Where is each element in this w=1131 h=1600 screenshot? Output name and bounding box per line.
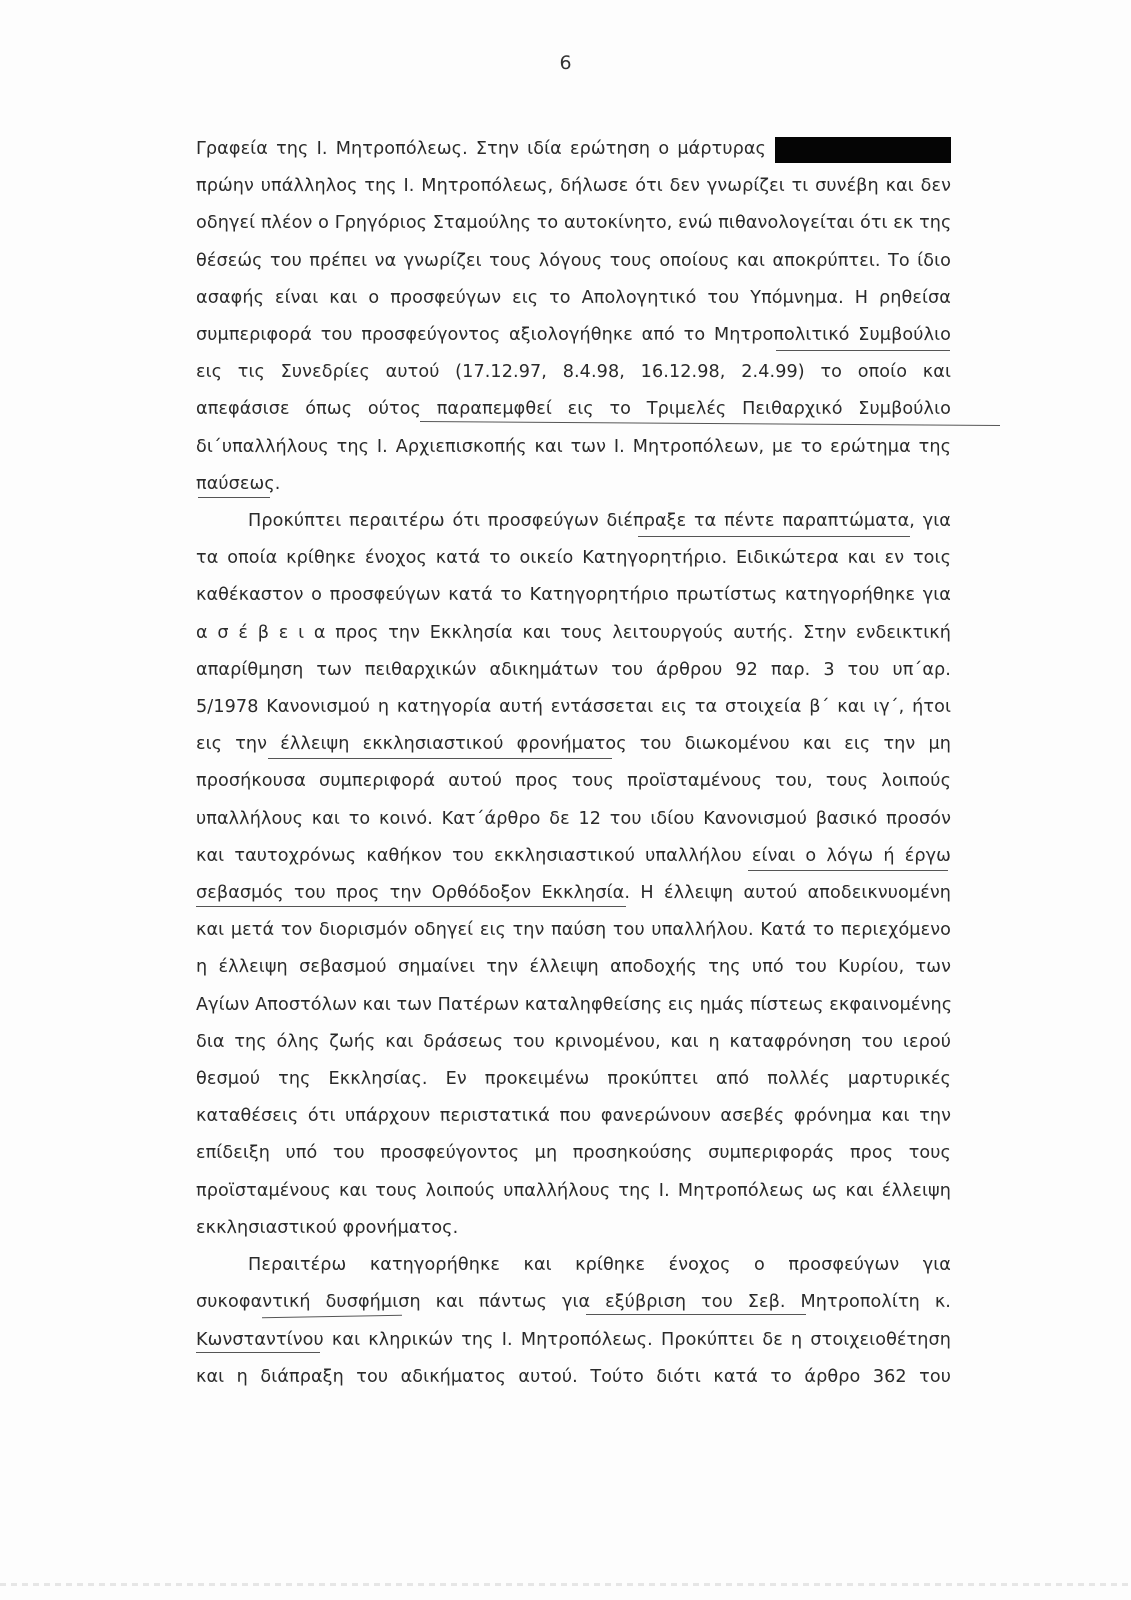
text-line: συμπεριφορά του προσφεύγοντος αξιολογήθηκε από το Μητροπολιτικό Συμβούλιο [196, 325, 951, 346]
text-line: και μετά τον διορισμόν οδηγεί εις την παύση του υπαλλήλου. Κατά το περιεχόμενο [196, 920, 951, 941]
text-line-content: Γραφεία της Ι. Μητροπόλεως. Στην ιδία ερώτηση ο μάρτυρας [196, 139, 766, 159]
text-line: Προκύπτει περαιτέρω ότι προσφεύγων διέπραξε τα πέντε παραπτώματα, για [248, 511, 951, 532]
text-line: ασαφής είναι και ο προσφεύγων εις το Απολογητικό του Υπόμνημα. Η ρηθείσα [196, 287, 951, 308]
text-line: και η διάπραξη του αδικήματος αυτού. Τούτο διότι κατά το άρθρο 362 του [196, 1366, 951, 1387]
text-line: 5/1978 Κανονισμού η κατηγορία αυτή εντάσσεται εις τα στοιχεία β΄ και ιγ΄, ήτοι [196, 697, 951, 718]
text-line: σεβασμός του προς την Ορθόδοξον Εκκλησία. Η έλλειψη αυτού αποδεικνυομένη [196, 883, 951, 904]
text-line: παύσεως. [196, 473, 281, 494]
text-line: εις τις Συνεδρίες αυτού (17.12.97, 8.4.98, 16.12.98, 2.4.99) το οποίο και [196, 362, 951, 383]
text-line: και ταυτοχρόνως καθήκον του εκκλησιαστικού υπαλλήλου είναι ο λόγω ή έργω [196, 845, 951, 866]
pen-underline [196, 1352, 320, 1353]
text-line: α σ έ β ε ι α προς την Εκκλησία και τους λειτουργούς αυτής. Στην ενδεικτική [196, 622, 951, 643]
pen-underline [268, 758, 612, 759]
text-line: οδηγεί πλέον ο Γρηγόριος Σταμούλης το αυτοκίνητο, ενώ πιθανολογείται ότι εκ της [196, 213, 952, 234]
paragraph-1 [196, 131, 951, 503]
text-line: θεσμού της Εκκλησίας. Εν προκειμένω προκύπτει από πολλές μαρτυρικές [196, 1069, 951, 1090]
pen-underline [748, 870, 948, 871]
text-line: Αγίων Αποστόλων και των Πατέρων καταληφθείσης εις ημάς πίστεως εκφαινομένης [196, 994, 953, 1015]
scan-edge [0, 1583, 1131, 1586]
page-number: 6 [559, 52, 572, 74]
text-line [196, 131, 951, 168]
text-line: καταθέσεις ότι υπάρχουν περιστατικά που φανερώνουν ασεβές φρόνημα και την [196, 1106, 951, 1127]
redaction-block [775, 137, 951, 163]
pen-underline [638, 536, 910, 537]
text-line: απεφάσισε όπως ούτος παραπεμφθεί εις το Τριμελές Πειθαρχικό Συμβούλιο [196, 399, 951, 420]
text-line: η έλλειψη σεβασμού σημαίνει την έλλειψη αποδοχής της υπό του Κυρίου, των [196, 957, 951, 978]
text-line: συκοφαντική δυσφήμιση και πάντως για εξύβριση του Σεβ. Μητροπολίτη κ. [196, 1292, 951, 1313]
text-line: εκκλησιαστικού φρονήματος. [196, 1217, 459, 1238]
text-line: απαρίθμηση των πειθαρχικών αδικημάτων του άρθρου 92 παρ. 3 του υπ΄αρ. [196, 659, 951, 680]
pen-underline [198, 497, 270, 498]
text-line: Κωνσταντίνου και κληρικών της Ι. Μητροπόλεως. Προκύπτει δε η στοιχειοθέτηση [196, 1329, 951, 1350]
text-line: Περαιτέρω κατηγορήθηκε και κρίθηκε ένοχος ο προσφεύγων για [248, 1255, 951, 1276]
text-line: προϊσταμένους και τους λοιπούς υπαλλήλους της Ι. Μητροπόλεως ως και έλλειψη [196, 1180, 951, 1201]
text-line: τα οποία κρίθηκε ένοχος κατά το οικείο Κατηγορητήριο. Ειδικώτερα και εν τοις [196, 548, 951, 569]
text-line: καθέκαστον ο προσφεύγων κατά το Κατηγορητήριο πρωτίστως κατηγορήθηκε για [196, 585, 951, 606]
text-line: επίδειξη υπό του προσφεύγοντος μη προσηκούσης συμπεριφοράς προς τους [196, 1143, 951, 1164]
pen-underline [586, 1314, 806, 1315]
pen-underline [196, 906, 626, 907]
text-line: εις την έλλειψη εκκλησιαστικού φρονήματος του διωκομένου και εις την μη [196, 734, 951, 755]
text-line: δι΄υπαλλήλους της Ι. Αρχιεπισκοπής και των Ι. Μητροπόλεων, με το ερώτημα της [196, 436, 951, 457]
text-line: προσήκουσα συμπεριφορά αυτού προς τους προϊσταμένους του, τους λοιπούς [196, 771, 951, 792]
paragraph-2 [196, 503, 951, 1247]
text-line: υπαλλήλους και το κοινό. Κατ΄άρθρο δε 12 του ιδίου Κανονισμού βασικό προσόν [196, 808, 951, 829]
text-line: πρώην υπάλληλος της Ι. Μητροπόλεως, δήλωσε ότι δεν γνωρίζει τι συνέβη και δεν [196, 176, 951, 197]
paragraph-3 [196, 1247, 951, 1396]
body-text [196, 131, 951, 1396]
text-line: θέσεώς του πρέπει να γνωρίζει τους λόγους τους οποίους και αποκρύπτει. Το ίδιο [196, 250, 951, 271]
text-line: δια της όλης ζωής και δράσεως του κρινομένου, και η καταφρόνηση του ιερού [196, 1031, 951, 1052]
pen-underline [776, 350, 950, 351]
